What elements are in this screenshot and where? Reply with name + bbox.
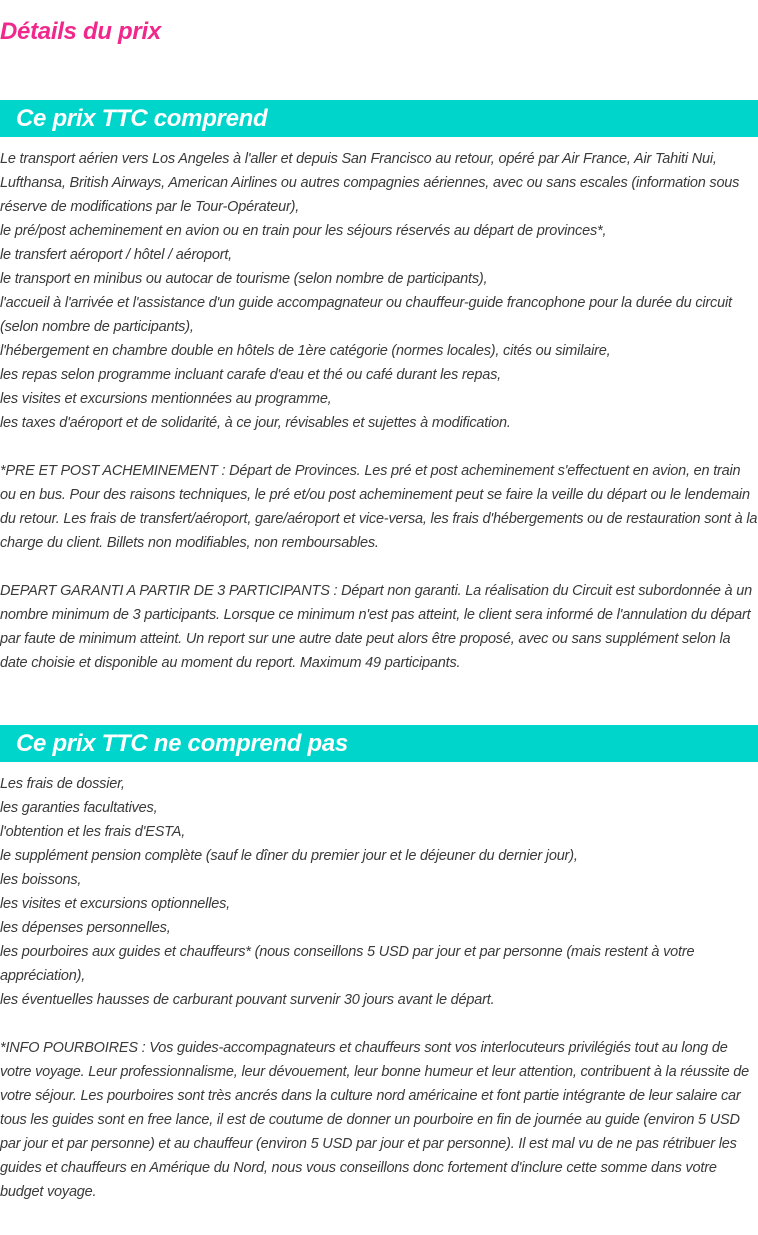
excluded-item: les boissons,	[0, 872, 82, 888]
excluded-list	[0, 772, 758, 1204]
excluded-item: les pourboires aux guides et chauffeurs* (nous conseillons 5 USD par jour et par personne (mais restent à votre appréciation),	[0, 944, 695, 984]
page-title: Détails du prix	[0, 18, 161, 45]
excluded-item: les dépenses personnelles,	[0, 920, 171, 936]
spacer	[0, 1012, 758, 1036]
included-section-heading: Ce prix TTC comprend	[0, 100, 758, 137]
included-item: le transport en minibus ou autocar de tourisme (selon nombre de participants),	[0, 271, 488, 287]
included-item: les taxes d'aéroport et de solidarité, à ce jour, révisables et sujettes à modification.	[0, 415, 511, 431]
spacer	[0, 555, 758, 579]
included-item: le transfert aéroport / hôtel / aéroport,	[0, 247, 232, 263]
excluded-item: les éventuelles hausses de carburant pouvant survenir 30 jours avant le départ.	[0, 992, 495, 1008]
included-item: l'hébergement en chambre double en hôtels de 1ère catégorie (normes locales), cités ou similaire,	[0, 343, 611, 359]
pourboires-note: *INFO POURBOIRES : Vos guides-accompagnateurs et chauffeurs sont vos interlocuteurs privilégiés tout au long de votre voyage. Leur professionnalisme, leur dévouement, leur bonne humeur et leur attention, contribuent à la réussite de votre séjour. Les pourboires sont très ancrés dans la culture nord américaine et font partie intégrante de leur salaire car tous les guides sont en free lance, il est de coutume de donner un pourboire en fin de journée au guide (environ 5 USD par jour et par personne) et au chauffeur (environ 5 USD par jour et par personne). Il est mal vu de ne pas rétribuer les guides et chauffeurs en Amérique du Nord, nous vous conseillons donc fortement d'inclure cette somme dans votre budget voyage.	[0, 1040, 749, 1200]
included-list	[0, 147, 758, 675]
excluded-item: l'obtention et les frais d'ESTA,	[0, 824, 186, 840]
excluded-item: Les frais de dossier,	[0, 776, 125, 792]
excluded-item: les garanties facultatives,	[0, 800, 158, 816]
depart-garanti-note: DEPART GARANTI A PARTIR DE 3 PARTICIPANTS : Départ non garanti. La réalisation du Circuit est subordonnée à un nombre minimum de 3 participants. Lorsque ce minimum n'est pas atteint, le client sera informé de l'annulation du départ par faute de minimum atteint. Un report sur une autre date peut alors être proposé, avec ou sans supplément selon la date choisie et disponible au moment du report. Maximum 49 participants.	[0, 583, 752, 671]
excluded-item: les visites et excursions optionnelles,	[0, 896, 230, 912]
included-item: le pré/post acheminement en avion ou en train pour les séjours réservés au départ de provinces*,	[0, 223, 607, 239]
included-item: les visites et excursions mentionnées au programme,	[0, 391, 332, 407]
included-item: les repas selon programme incluant carafe d'eau et thé ou café durant les repas,	[0, 367, 502, 383]
included-item: Le transport aérien vers Los Angeles à l'aller et depuis San Francisco au retour, opéré par Air France, Air Tahiti Nui, Lufthansa, British Airways, American Airlines ou autres compagnies aériennes, avec ou sans escales (information sous réserve de modifications par le Tour-Opérateur),	[0, 151, 740, 215]
excluded-item: le supplément pension complète (sauf le dîner du premier jour et le déjeuner du dernier jour),	[0, 848, 578, 864]
included-item: l'accueil à l'arrivée et l'assistance d'un guide accompagnateur ou chauffeur-guide francophone pour la durée du circuit (selon nombre de participants),	[0, 295, 732, 335]
excluded-section-heading: Ce prix TTC ne comprend pas	[0, 725, 758, 762]
pre-post-acheminement-note: *PRE ET POST ACHEMINEMENT : Départ de Provinces. Les pré et post acheminement s'effectuent en avion, en train ou en bus. Pour des raisons techniques, le pré et/ou post acheminement peut se faire la veille du départ ou le lendemain du retour. Les frais de transfert/aéroport, gare/aéroport et vice-versa, les frais d'hébergements ou de restauration sont à la charge du client. Billets non modifiables, non remboursables.	[0, 463, 758, 551]
spacer	[0, 435, 758, 459]
